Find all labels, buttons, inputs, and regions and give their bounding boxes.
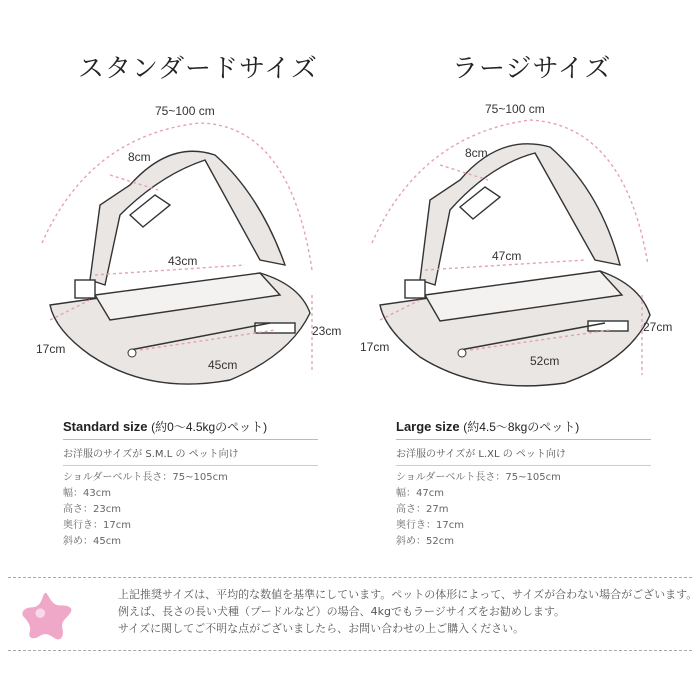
spec-heading [396, 418, 651, 440]
spec-row: 斜め：45cm [63, 536, 121, 547]
dim-depth: 17cm [36, 342, 66, 356]
spec-row: 幅：47cm [396, 488, 444, 499]
pink-star-icon [18, 590, 76, 644]
spec-note: お洋服のサイズが L.XL の ペット向け [396, 440, 651, 466]
dim-height: 27cm [643, 320, 673, 334]
spec-row: 奥行き：17cm [396, 520, 464, 531]
large-spec [396, 418, 651, 550]
spec-heading [63, 418, 318, 440]
standard-bag-diagram [30, 95, 342, 395]
note-line: 上記推奨サイズは、平均的な数値を基準にしています。ペットの体形によって、サイズが合わない場合がございます。 [118, 588, 698, 601]
dim-strap-width: 8cm [128, 150, 151, 164]
notes-divider-bottom [8, 650, 692, 651]
dim-diagonal: 52cm [530, 354, 560, 368]
spec-row: ショルダーベルト長さ：75~105cm [396, 472, 561, 483]
large-size-title: ラージサイズ [452, 54, 612, 84]
standard-size-title: スタンダードサイズ [78, 54, 318, 84]
spec-row: 奥行き：17cm [63, 520, 131, 531]
spec-note: お洋服のサイズが S.M.L の ペット向け [63, 440, 318, 466]
dim-diagonal: 45cm [208, 358, 238, 372]
dim-depth: 17cm [360, 340, 390, 354]
standard-spec [63, 418, 318, 550]
strap-shape [420, 144, 620, 285]
spec-subtitle: (約4.5〜8kgのペット) [463, 420, 580, 434]
spec-row: 幅：43cm [63, 488, 111, 499]
dim-height: 23cm [312, 324, 342, 338]
dim-strap: 75~100 cm [155, 104, 215, 118]
dim-length: 43cm [168, 254, 198, 268]
large-bag-diagram [360, 95, 673, 395]
spec-subtitle: (約0〜4.5kgのペット) [151, 420, 268, 434]
note-line: サイズに関してご不明な点がございましたら、お問い合わせの上ご購入ください。 [118, 622, 525, 635]
notes-divider-top [8, 577, 692, 578]
spec-row: 高さ：23cm [63, 504, 121, 515]
spec-row: ショルダーベルト長さ：75~105cm [63, 472, 228, 483]
dim-length: 47cm [492, 249, 522, 263]
note-line: 例えば、長さの長い犬種（プードルなど）の場合、4kgでもラージサイズをお勧めします。 [118, 605, 566, 618]
notes-block [118, 586, 698, 637]
spec-row: 斜め：52cm [396, 536, 454, 547]
dim-strap: 75~100 cm [485, 102, 545, 116]
spec-title: Standard size [63, 419, 148, 434]
dim-strap-width: 8cm [465, 146, 488, 160]
spec-title: Large size [396, 419, 460, 434]
spec-row: 高さ：27m [396, 504, 449, 515]
